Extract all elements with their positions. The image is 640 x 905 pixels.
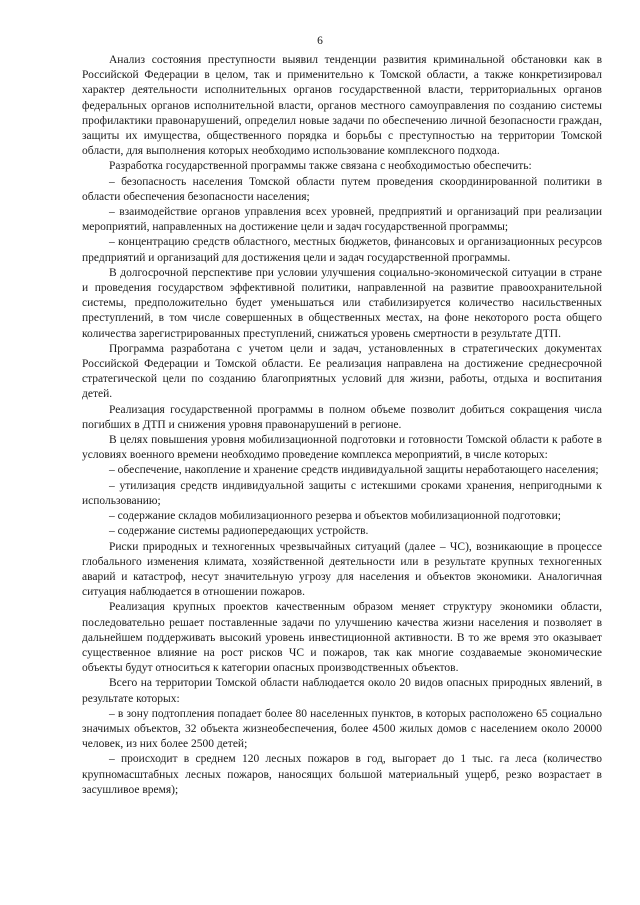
paragraph-crime-analysis: Анализ состояния преступности выявил тенденции развития криминальной обстановки как в Российской Федерации в целом, так и применительно к Томской области, а также конкретизировал характер деятельности исполнительных органов государственной власти, территориальных органов федеральных органов исполнительной власти, органов местного самоуправления по созданию системы профилактики правонарушений, определил новые задачи по обеспечению личной безопасности граждан, защиты их имущества, общественного порядка и борьбы с преступностью на территории Томской области, для выполнения которых необходимо использование комплексного подхода.	[82, 54, 602, 158]
paragraph-program-basis: Программа разработана с учетом цели и задач, установленных в стратегических документах Российской Федерации и Томской области. Ее реализация направлена на достижение среднесрочной стратегической цели по созданию благоприятных условий для жизни, работы, отдыха и воспитания детей.	[82, 342, 602, 401]
paragraph-program-result: Реализация государственной программы в полном объеме позволит добиться сокращения числа погибших в ДТП и снижения уровня правонарушений в регионе.	[82, 403, 602, 431]
paragraph-mobilization: В целях повышения уровня мобилизационной подготовки и готовности Томской области к работе в условиях военного времени необходимо проведение комплекса мероприятий, в числе которых:	[82, 434, 602, 462]
list-item-forest-fires: – происходит в среднем 120 лесных пожаров в год, выгорает до 1 тыс. га леса (количество крупномасштабных лесных пожаров, наносящих большой материальный ущерб, резко возрастает в засушливое время);	[82, 753, 602, 796]
list-item-utilization: – утилизация средств индивидуальной защиты с истекшими сроками хранения, непригодными к использованию;	[82, 479, 602, 507]
list-item-protection-means: – обеспечение, накопление и хранение средств индивидуальной защиты неработающего населения;	[109, 464, 599, 477]
paragraph-program-necessity: Разработка государственной программы также связана с необходимостью обеспечить:	[109, 160, 532, 173]
list-item-warehouses: – содержание складов мобилизационного резерва и объектов мобилизационной подготовки;	[109, 510, 561, 523]
document-body	[82, 53, 602, 798]
list-item-concentration: – концентрацию средств областного, местных бюджетов, финансовых и организационных ресурсов предприятий и организаций для достижения цели и задач государственной программы.	[82, 236, 602, 264]
paragraph-large-projects: Реализация крупных проектов качественным образом меняет структуру экономики области, последовательно решает поставленные задачи по улучшению качества жизни населения и позволяет в дальнейшем поддерживать высокий уровень инвестиционной активности. В то же время это оказывает существенное влияние на рост рисков ЧС и пожаров, так как многие создаваемые экономические объекты будут относиться к категории опасных производственных объектов.	[82, 601, 602, 675]
list-item-flooding: – в зону подтопления попадает более 80 населенных пунктов, в которых расположено 65 социально значимых объектов, 32 объекта жизнеобеспечения, более 4500 жилых домов с населением около 20000 человек, из них более 2500 детей;	[82, 707, 602, 751]
paragraph-emergency-risks: Риски природных и техногенных чрезвычайных ситуаций (далее – ЧС), возникающие в процессе глобального изменения климата, хозяйственной деятельности или в результате крупных техногенных аварий и катастроф, несут значительную угрозу для населения и объектов экономики. Аналогичная ситуация наблюдается в отношении пожаров.	[82, 540, 602, 599]
list-item-radio-system: – содержание системы радиопередающих устройств.	[109, 525, 369, 538]
paragraph-natural-hazards: Всего на территории Томской области наблюдается около 20 видов опасных природных явлений, в результате которых:	[82, 677, 602, 705]
paragraph-long-term-outlook: В долгосрочной перспективе при условии улучшения социально-экономической ситуации в стране и проведения государством эффективной политики, направленной на развитие правоохранительной системы, предположительно будет уменьшаться или стабилизируется количество насильственных преступлений, в том числе совершенных в общественных местах, на фоне некоторого роста общего количества зарегистрированных преступлений, снижаться уровень смертности в результате ДТП.	[82, 266, 602, 340]
list-item-safety: – безопасность населения Томской области путем проведения скоординированной политики в области обеспечения безопасности населения;	[82, 175, 602, 203]
list-item-interaction: – взаимодействие органов управления всех уровней, предприятий и организаций при реализации мероприятий, направленных на достижение цели и задач государственной программы;	[82, 206, 602, 234]
page-number: 6	[317, 35, 323, 47]
